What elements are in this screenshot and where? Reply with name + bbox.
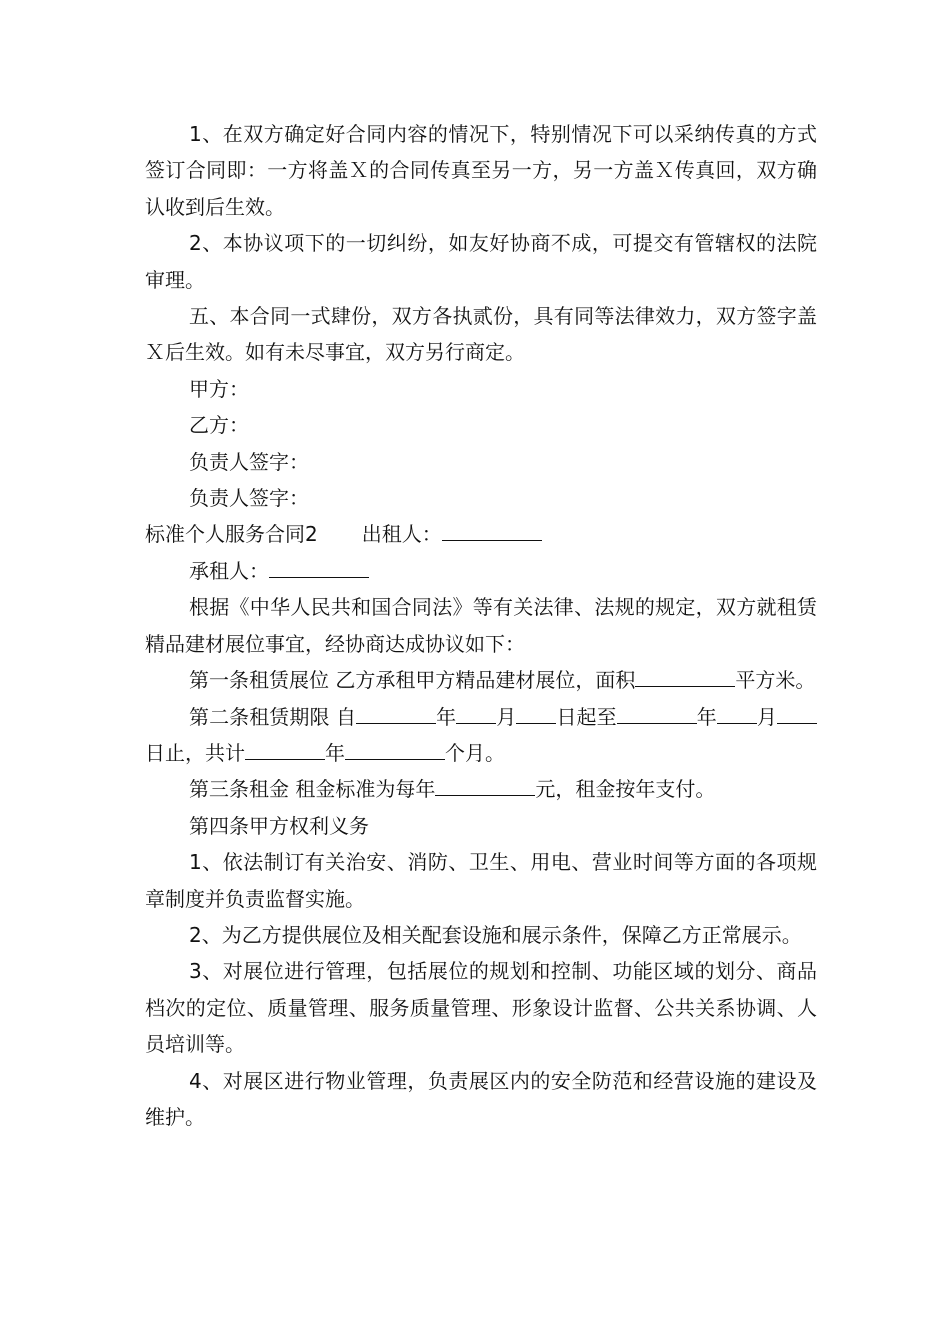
start-day-blank (516, 704, 556, 724)
lessor-label: 出租人： (361, 522, 442, 547)
end-month-blank-a (717, 704, 737, 724)
party-b-label: 乙方： (189, 413, 249, 438)
area-blank (635, 667, 735, 687)
article-4-item-3: 3、对展位进行管理，包括展位的规划和控制、功能区域的划分、商品档次的定位、质量管理、服务质量管理、形象设计监督、公共关系协调、人员培训等。 (145, 959, 817, 1057)
start-month-blank (456, 704, 496, 724)
end-day-blank (777, 704, 817, 724)
signer-label-2: 负责人签字： (189, 486, 309, 511)
fax-signing-paragraph: 1、在双方确定好合同内容的情况下，特别情况下可以采纳传真的方式签订合同即：一方将盖Ｘ的合同传真至另一方，另一方盖Ｘ传真回，双方确认收到后生效。 (145, 122, 817, 219)
article-3-lead: 第三条租金 租金标准为每年 (189, 777, 436, 802)
article-4-item-1: 1、依法制订有关治安、消防、卫生、用电、营业时间等方面的各项规章制度并负责监督实施。 (145, 850, 817, 911)
month-label: 月 (496, 704, 517, 729)
start-year-blank (356, 704, 436, 724)
document-body (145, 116, 817, 1135)
day-label: 日起至 (556, 704, 617, 729)
contract-title: 标准个人服务合同2 (145, 522, 318, 547)
contract-title-line (145, 516, 817, 552)
article-4-item-4: 4、对展区进行物业管理，负责展区内的安全防范和经营设施的建设及维护。 (145, 1068, 817, 1129)
end-month-blank-b (737, 704, 757, 724)
article-4-item-2: 2、为乙方提供展位及相关配套设施和展示条件，保障乙方正常展示。 (189, 922, 802, 947)
months-label: 个月。 (445, 740, 505, 765)
article-4-title: 第四条甲方权利义务 (189, 813, 369, 838)
end-year-blank (617, 704, 697, 724)
rent-blank (435, 776, 535, 796)
year-label: 年 (696, 704, 717, 729)
total-months-blank (345, 740, 445, 760)
article-2 (145, 699, 817, 772)
total-years-blank (245, 740, 325, 760)
month-label: 月 (756, 704, 777, 729)
article-1 (145, 662, 817, 698)
lessor-blank (442, 521, 542, 541)
year-label: 年 (436, 704, 457, 729)
article-2-lead: 第二条租赁期限 自 (189, 704, 357, 729)
day-end-label: 日止，共计 (145, 740, 245, 765)
lessee-blank (269, 558, 369, 578)
article-1-lead: 第一条租赁展位 乙方承租甲方精品建材展位，面积 (189, 668, 636, 693)
article-3 (145, 771, 817, 807)
year-label: 年 (325, 740, 345, 765)
basis-paragraph: 根据《中华人民共和国合同法》等有关法律、法规的规定，双方就租赁精品建材展位事宜，经协商达成协议如下： (145, 595, 817, 656)
lessee-line (145, 553, 817, 589)
party-a-label: 甲方： (189, 376, 249, 401)
article-3-tail: 元，租金按年支付。 (535, 777, 716, 802)
signer-label-1: 负责人签字： (189, 449, 309, 474)
article-1-tail: 平方米。 (735, 668, 816, 693)
copies-paragraph: 五、本合同一式肆份，双方各执贰份，具有同等法律效力，双方签字盖Ｘ后生效。如有未尽事宜，双方另行商定。 (145, 304, 817, 365)
dispute-paragraph: 2、本协议项下的一切纠纷，如友好协商不成，可提交有管辖权的法院审理。 (145, 231, 817, 292)
lessee-label: 承租人： (189, 558, 269, 583)
